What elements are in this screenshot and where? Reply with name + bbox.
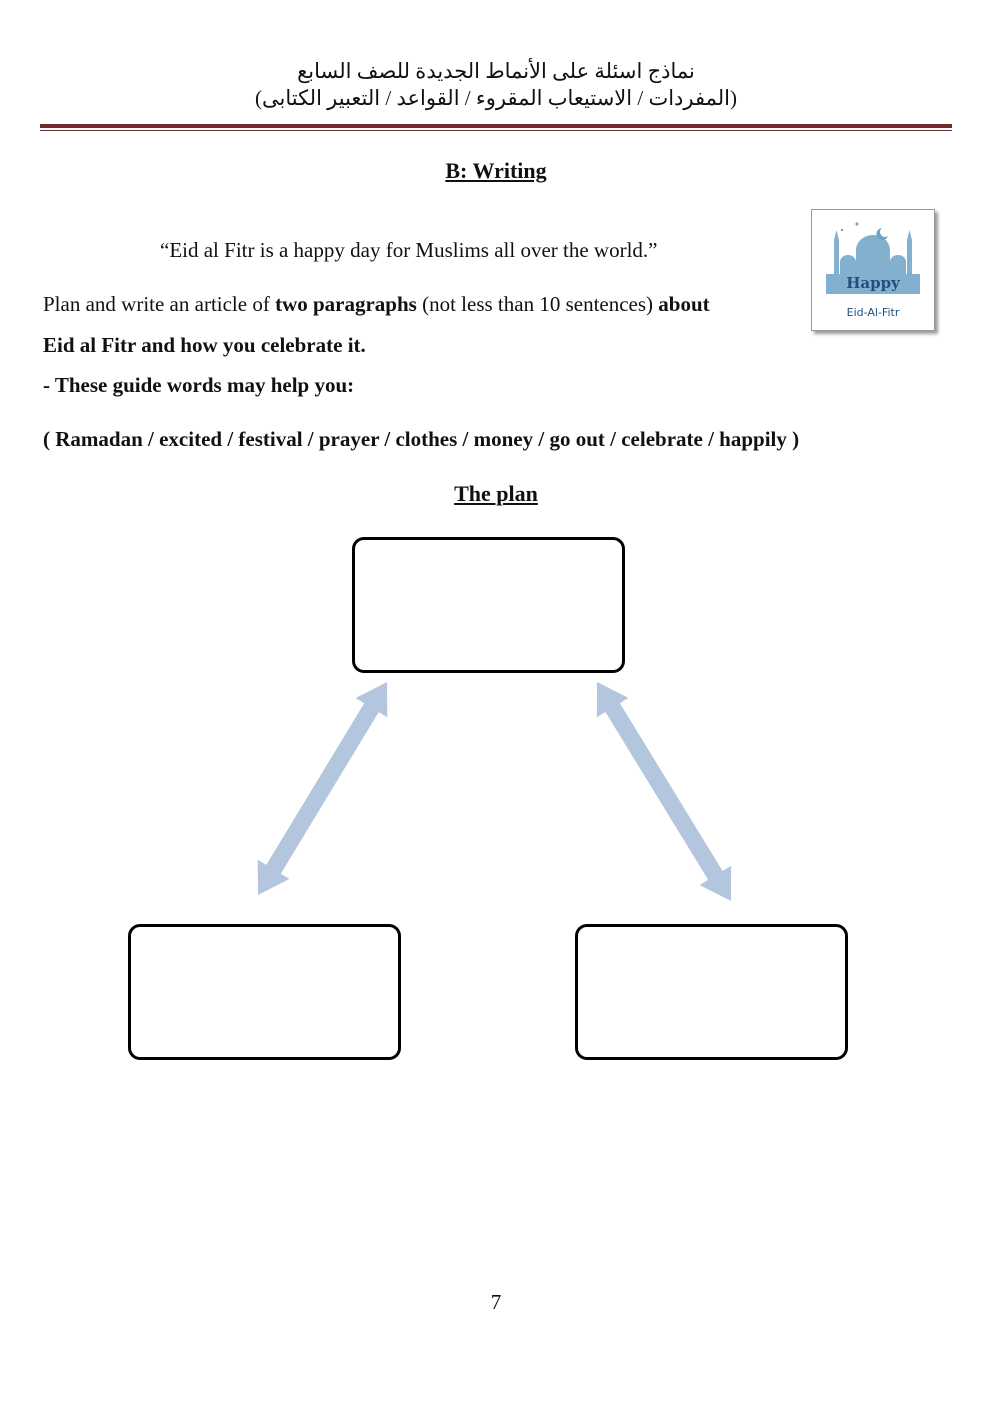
image-word-eid: Eid-Al-Fitr xyxy=(846,306,900,319)
plan-title: The plan xyxy=(454,481,538,506)
instruction-text-c: (not less than 10 sentences) xyxy=(416,292,659,316)
image-word-happy: Happy xyxy=(846,274,900,292)
section-title: B: Writing xyxy=(445,158,547,183)
guide-heading: - These guide words may help you: xyxy=(43,373,355,397)
instruction-text-a: Plan and write an article of xyxy=(43,292,276,316)
instruction-text-b: two paragraphs xyxy=(275,292,417,316)
guide-words: ( Ramadan / excited / festival / prayer / clothes / money / go out / celebrate / happily ) xyxy=(43,427,800,451)
instruction-line-2: Eid al Fitr and how you celebrate it. xyxy=(43,333,366,357)
double-arrow-left xyxy=(258,682,388,895)
prompt-quote: “Eid al Fitr is a happy day for Muslims all over the world.” xyxy=(160,238,658,262)
header-line-2: (المفردات / الاستيعاب المقروء / القواعد / التعبير الكتابى) xyxy=(255,86,737,110)
instruction-text-d: about xyxy=(658,292,710,316)
header-line-1: نماذج اسئلة على الأنماط الجديدة للصف السابع xyxy=(297,59,695,83)
page-number: 7 xyxy=(490,1290,502,1314)
double-arrow-right xyxy=(597,682,731,901)
